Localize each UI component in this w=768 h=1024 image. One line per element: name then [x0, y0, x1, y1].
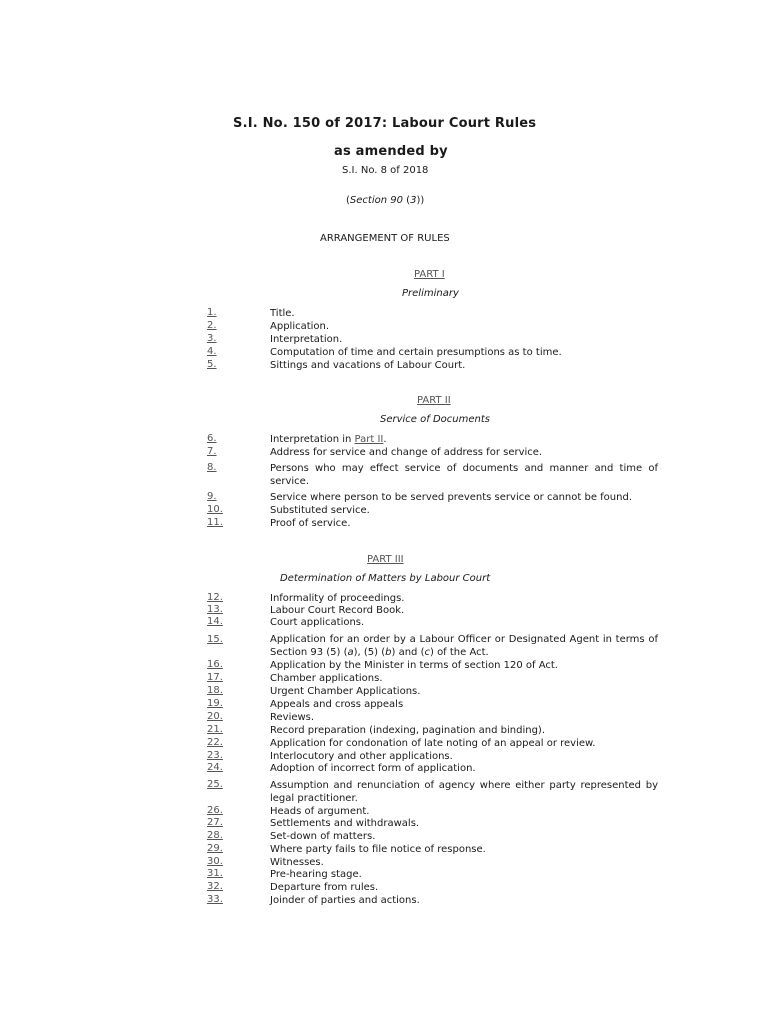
rule-link-2[interactable]: 2.: [207, 320, 217, 331]
rule-link-18[interactable]: 18.: [207, 685, 223, 696]
rule-title: Computation of time and certain presumptions as to time.: [270, 347, 562, 358]
rule-link-12[interactable]: 12.: [207, 592, 223, 603]
rule-link-5[interactable]: 5.: [207, 359, 217, 370]
part-ii-inline-link[interactable]: Part II: [354, 434, 384, 445]
rule-title: Assumption and renunciation of agency where either party represented by legal practitioner.: [270, 780, 658, 804]
rule-link-9[interactable]: 9.: [207, 491, 217, 502]
rule-link-24[interactable]: 24.: [207, 762, 223, 773]
rule-title: Service where person to be served prevents service or cannot be found.: [270, 492, 633, 503]
rule-link-1[interactable]: 1.: [207, 307, 217, 318]
rule-title: Interpretation.: [270, 334, 343, 345]
part-i-subheading: Preliminary: [402, 288, 459, 299]
rule-link-22[interactable]: 22.: [207, 737, 223, 748]
rule-title: Set-down of matters.: [270, 831, 376, 842]
section-reference: (Section 90 (3)): [346, 195, 425, 206]
rule-link-14[interactable]: 14.: [207, 616, 223, 627]
rule-link-32[interactable]: 32.: [207, 881, 223, 892]
rule-title: Chamber applications.: [270, 673, 383, 684]
rule-title: Informality of proceedings.: [270, 593, 405, 604]
rule-title: Proof of service.: [270, 518, 351, 529]
rule-link-30[interactable]: 30.: [207, 856, 223, 867]
part-iii-subheading: Determination of Matters by Labour Court: [280, 573, 491, 584]
rule-link-31[interactable]: 31.: [207, 868, 223, 879]
rule-link-28[interactable]: 28.: [207, 830, 223, 841]
rule-link-13[interactable]: 13.: [207, 604, 223, 615]
rule-link-15[interactable]: 15.: [207, 634, 223, 645]
rule-link-8[interactable]: 8.: [207, 462, 217, 473]
rule-link-11[interactable]: 11.: [207, 517, 223, 528]
rule-title: Appeals and cross appeals: [270, 699, 404, 710]
rule-title: Title.: [270, 308, 295, 319]
rule-title: Sittings and vacations of Labour Court.: [270, 360, 466, 371]
rule-title: Settlements and withdrawals.: [270, 818, 420, 829]
rule-title: Substituted service.: [270, 505, 370, 516]
rule-link-33[interactable]: 33.: [207, 894, 223, 905]
rule-title: Reviews.: [270, 712, 315, 723]
rule-title: Pre-hearing stage.: [270, 869, 362, 880]
rule-link-4[interactable]: 4.: [207, 346, 217, 357]
rule-link-17[interactable]: 17.: [207, 672, 223, 683]
part-ii-heading-link[interactable]: PART II: [417, 395, 451, 406]
rule-title: Application by the Minister in terms of section 120 of Act.: [270, 660, 558, 671]
part-iii-heading-link[interactable]: PART III: [367, 554, 404, 565]
rule-link-29[interactable]: 29.: [207, 843, 223, 854]
part-ii-subheading: Service of Documents: [380, 414, 490, 425]
rule-title: Record preparation (indexing, pagination and binding).: [270, 725, 545, 736]
rule-link-6[interactable]: 6.: [207, 433, 217, 444]
part-i-heading-link[interactable]: PART I: [414, 269, 445, 280]
rule-link-21[interactable]: 21.: [207, 724, 223, 735]
rule-title: Witnesses.: [270, 857, 324, 868]
document-title: S.I. No. 150 of 2017: Labour Court Rules: [233, 116, 537, 131]
rule-link-23[interactable]: 23.: [207, 750, 223, 761]
rule-title: Adoption of incorrect form of application.: [270, 763, 476, 774]
rule-title: Joinder of parties and actions.: [270, 895, 420, 906]
arrangement-heading: ARRANGEMENT OF RULES: [320, 233, 450, 244]
rule-title: Labour Court Record Book.: [270, 605, 405, 616]
rule-link-16[interactable]: 16.: [207, 659, 223, 670]
rule-link-3[interactable]: 3.: [207, 333, 217, 344]
rule-title: Interlocutory and other applications.: [270, 751, 453, 762]
rule-title: Court applications.: [270, 617, 365, 628]
rule-link-27[interactable]: 27.: [207, 817, 223, 828]
rule-link-20[interactable]: 20.: [207, 711, 223, 722]
rule-link-19[interactable]: 19.: [207, 698, 223, 709]
rule-title: Application for condonation of late noting of an appeal or review.: [270, 738, 596, 749]
rule-link-10[interactable]: 10.: [207, 504, 223, 515]
amended-by-label: as amended by: [334, 144, 448, 159]
amendment-reference: S.I. No. 8 of 2018: [342, 165, 429, 176]
rule-link-25[interactable]: 25.: [207, 779, 223, 790]
rule-title: Heads of argument.: [270, 806, 370, 817]
rule-link-26[interactable]: 26.: [207, 805, 223, 816]
rule-link-7[interactable]: 7.: [207, 446, 217, 457]
rule-title: Interpretation in Part II.: [270, 434, 387, 445]
rule-title: Address for service and change of address for service.: [270, 447, 543, 458]
rule-title: Departure from rules.: [270, 882, 379, 893]
rule-title: Where party fails to file notice of response.: [270, 844, 486, 855]
rule-title: Persons who may effect service of documents and manner and time of service.: [270, 463, 658, 487]
rule-title: Application for an order by a Labour Officer or Designated Agent in terms of Section 93 (5) (a), (5) (b) and (c) of the Act.: [270, 634, 658, 658]
rule-title: Urgent Chamber Applications.: [270, 686, 421, 697]
rule-title: Application.: [270, 321, 330, 332]
